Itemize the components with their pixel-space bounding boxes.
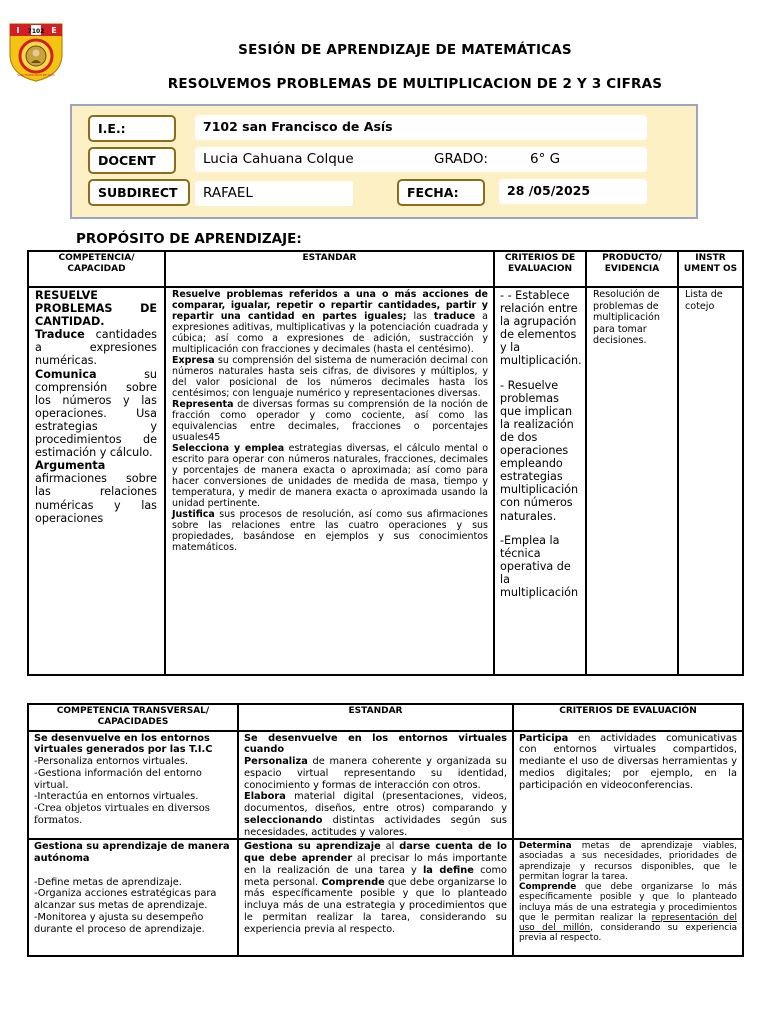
tic-participa-text: en actividades comunicativas con entornos virtuales compartidos, mediante el uso de diversas herramientas y medios digitales; por ejemplo, en la participación en videoconferencias. — [519, 732, 737, 791]
logo-letter-e: E — [51, 26, 57, 35]
tic-personaliza-text: de manera coherente y organizada su espacio virtual representando su identidad, conocimiento y formas de interacción con otros. — [244, 756, 507, 791]
header-competencia: COMPETENCIA/ CAPACIDAD — [28, 251, 165, 287]
capacidad-traduce-text: cantidades a expresiones numéricas. — [35, 328, 157, 368]
tic-criterios-cell — [513, 731, 743, 840]
autonomia-comprende-end: , considerando su experiencia previa al respecto. — [519, 923, 738, 944]
list-item: -Crea objetos virtuales en diversos formatos. — [34, 803, 210, 826]
estandar-p3-bold: Representa — [172, 399, 234, 411]
docente-value: Lucia Cahuana Colque — [203, 151, 354, 167]
grado-value: 6° G — [530, 151, 561, 167]
estandar-p5-bold: Justifica — [172, 509, 215, 521]
tic-elabora-text: material digital (presentaciones, videos, documentos, diseños, entre otros) comparando y — [244, 791, 507, 814]
subdirect-value: RAFAEL — [195, 181, 353, 206]
tic-estandar-title: Se desenvuelve en los entornos virtuales cuando — [244, 732, 507, 756]
header-competencia-transversal: COMPETENCIA TRANSVERSAL/ CAPACIDADES — [28, 704, 238, 731]
learning-purpose-table — [27, 250, 744, 676]
autonomia-darse-cuenta: darse cuenta de lo que debe aprender — [244, 841, 508, 864]
autonomia-comprende-2: Comprende — [519, 882, 577, 893]
header-criterios-2: CRITERIOS DE EVALUACIÓN — [513, 704, 743, 731]
docente-label: DOCENT — [88, 147, 176, 174]
autonomia-comprende: Comprende — [321, 876, 385, 888]
autonomia-title: Gestiona su aprendizaje de manera autónoma — [34, 841, 230, 864]
autonomia-text-2: al precisar lo más importante en la realización de una tarea y — [244, 853, 507, 876]
session-subtitle: RESOLVEMOS PROBLEMAS DE MULTIPLICACION DE 2 Y 3 CIFRAS — [167, 76, 663, 92]
criterio-2: - Resuelve problemas que implican la realización de dos operaciones empleando estrategias multiplicación con números naturales. — [500, 378, 579, 523]
list-item: -Define metas de aprendizaje. — [34, 876, 182, 888]
autonomia-la-define: la define — [422, 864, 474, 876]
autonomia-text-4: que debe organizarse lo más específicamente posible y que lo planteado incluya más de una estrategia y procedimientos que le permitan realizar la tarea, considerando su experiencia previa al respecto. — [244, 876, 507, 935]
ie-label: I.E.: — [88, 115, 176, 142]
tic-seleccionando: seleccionando — [244, 814, 323, 826]
table-row — [28, 731, 743, 840]
list-item: -Gestiona información del entorno virtual. — [34, 767, 202, 791]
estandar-p1-bold2: traduce — [433, 311, 476, 323]
autonomia-estandar-cell — [238, 839, 513, 956]
capacidad-argumenta: Argumenta — [35, 459, 106, 473]
logo-letter-i: I — [16, 26, 20, 35]
header-instrumentos: INSTR UMENT OS — [678, 251, 743, 287]
autonomia-criterios-cell — [513, 839, 743, 956]
tic-personaliza: Personaliza — [244, 756, 308, 767]
fecha-label: FECHA: — [397, 179, 485, 206]
autonomia-underlined: representación del uso del millón — [519, 912, 737, 934]
grado-label: GRADO: — [434, 151, 488, 167]
ie-value: 7102 san Francisco de Asís — [195, 115, 647, 140]
table-header-row — [28, 704, 743, 731]
list-item: -Interactúa en entornos virtuales. — [34, 791, 199, 803]
info-box — [70, 104, 698, 219]
tic-elabora: Elabora — [244, 791, 286, 803]
tic-participa: Participa — [519, 732, 569, 744]
producto-cell: Resolución de problemas de multiplicación para tomar decisiones. — [586, 287, 678, 675]
header-criterios: CRITERIOS DE EVALUACION — [494, 251, 586, 287]
competencia-cell — [28, 287, 165, 675]
capacidad-traduce: Traduce — [35, 328, 85, 342]
tic-competencia-cell — [28, 731, 238, 840]
estandar-p4-bold: Selecciona y emplea — [172, 443, 285, 455]
autonomia-determina-text: metas de aprendizaje viables, asociadas a sus necesidades, prioridades de aprendizaje y recursos disponibles, que le permitan lograr la tarea. — [519, 841, 737, 882]
table-header-row — [28, 251, 743, 287]
criterio-1: - - Establece relación entre la agrupación de elementos y la multiplicación. — [500, 289, 582, 368]
header-estandar-2: ESTANDAR — [238, 704, 513, 731]
tic-estandar-cell — [238, 731, 513, 840]
tic-seleccionando-text: distintas actividades según sus necesidades, actitudes y valores. — [244, 814, 507, 838]
estandar-p1-a: las — [406, 311, 434, 323]
estandar-p1-bold: Resuelve problemas referidos a una o más acciones de comparar, igualar, repetir o repartir cantidades, partir y repartir una cantidad en partes iguales; — [172, 289, 488, 323]
estandar-p3: de diversas formas su comprensión de la noción de fracción como operador y como cociente, así como las equivalencias entre decimales, fracciones o porcentajes usuales45 — [172, 399, 488, 444]
logo-ring-text: SAN FRANCISCO DE ASÍS — [17, 73, 55, 77]
fecha-value: 28 /05/2025 — [499, 179, 647, 204]
table-row — [28, 287, 743, 675]
session-title: SESIÓN DE APRENDIZAJE DE MATEMÁTICAS — [238, 42, 572, 58]
capacidad-comunica: Comunica — [35, 367, 97, 381]
capacidad-argumenta-text: afirmaciones sobre las relaciones numéricas y las operaciones — [35, 472, 157, 525]
table-row — [28, 839, 743, 956]
header-estandar: ESTANDAR — [165, 251, 494, 287]
autonomia-comprende-text: que debe organizarse lo más específicamente posible y que lo planteado incluya más de una estrategia y procedimientos que le permitan realizar la — [519, 882, 737, 923]
logo-number: 7102 — [27, 28, 45, 35]
autonomia-gestiona: Gestiona su aprendizaje — [244, 841, 381, 853]
purpose-title: PROPÓSITO DE APRENDIZAJE: — [76, 231, 302, 247]
competencia-title: RESUELVE PROBLEMAS DE CANTIDAD. — [35, 289, 157, 329]
autonomia-competencia-cell — [28, 839, 238, 956]
header-producto: PRODUCTO/ EVIDENCIA — [586, 251, 678, 287]
estandar-p5: sus procesos de resolución, así como sus afirmaciones sobre las relaciones entre las cuatro operaciones y sus propiedades, basándose en ejemplos y sus conocimientos matemáticos. — [172, 509, 488, 554]
list-item: -Personaliza entornos virtuales. — [34, 756, 189, 767]
transversal-competencies-table — [27, 703, 744, 957]
instrumentos-cell: Lista de cotejo — [678, 287, 743, 675]
estandar-p4: estrategias diversas, el cálculo mental o escrito para operar con números naturales, fracciones, decimales y porcentajes de manera exacta o aproximada; así como para hacer conversiones de unidades de medida de masa, tiempo y temperatura, y medir de manera exacta o aproximada usando la unidad pertinente. — [172, 443, 489, 510]
docente-row — [195, 147, 647, 172]
subdirect-label: SUBDIRECT — [88, 179, 190, 206]
tic-title: Se desenvuelve en los entornos virtuales generados por las T.I.C — [34, 732, 213, 756]
autonomia-determina: Determina — [519, 841, 572, 852]
estandar-p2-bold: Expresa — [172, 355, 215, 367]
list-item: -Organiza acciones estratégicas para alcanzar sus metas de aprendizaje. — [34, 888, 217, 911]
criterios-cell — [494, 287, 586, 675]
criterio-3: -Emplea la técnica operativa de la multiplicación — [500, 533, 579, 599]
estandar-cell — [165, 287, 494, 675]
capacidad-comunica-text: su comprensión sobre los números y las operaciones. Usa estrategias y procedimientos de estimación y cálculo. — [35, 367, 157, 460]
autonomia-text-1: al — [380, 841, 400, 853]
estandar-p2: su comprensión del sistema de numeración decimal con números naturales hasta seis cifras, de divisores y múltiplos, y del valor posicional de los números decimales hasta los centésimos; con lenguaje numérico y representaciones diversas. — [172, 355, 488, 400]
estandar-p1-b: a expresiones aditivas, multiplicativas y la potenciación cuadrada y cúbica; así como a expresiones de adición, sustracción y multiplicación con fracciones y decimales (hasta el centésimo). — [172, 311, 488, 356]
school-logo — [6, 20, 66, 82]
autonomia-text-3: como meta personal. — [244, 864, 507, 888]
list-item: -Monitorea y ajusta su desempeño durante el proceso de aprendizaje. — [34, 911, 205, 935]
